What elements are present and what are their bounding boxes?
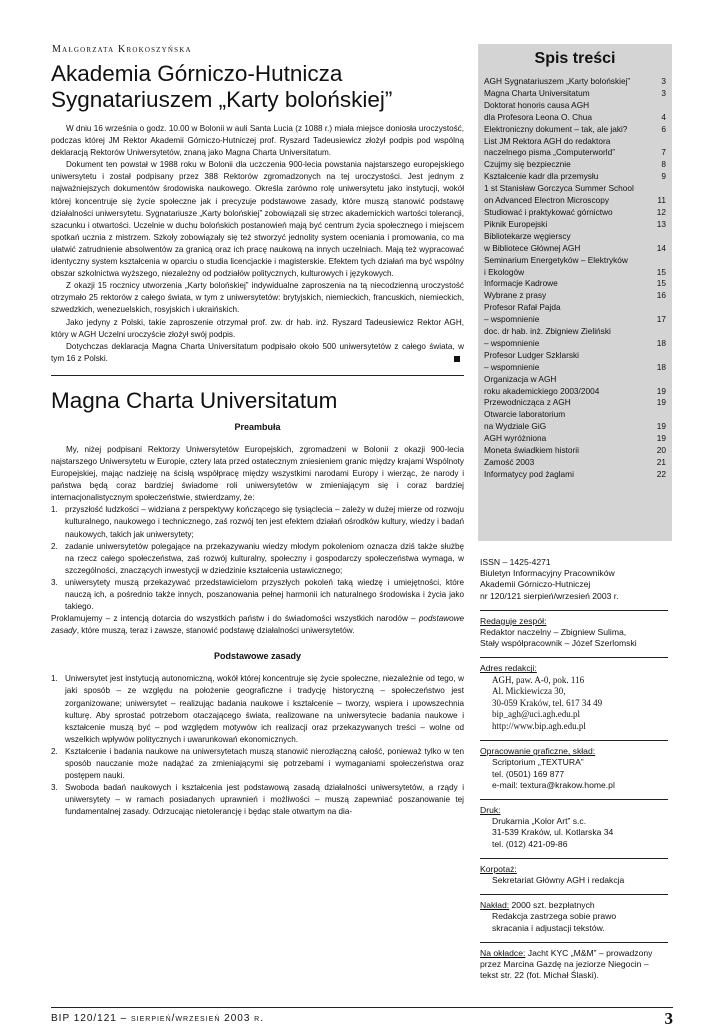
toc-item-title: Informacje Kadrowe (484, 278, 558, 289)
toc-item-title: i Ekologów (484, 266, 525, 277)
paragraph: W dniu 16 września o godz. 10.00 w Bolonii w auli Santa Lucia (z 1088 r.) miała miejsce doniosła uroczystość, podczas której JM Rektor Akademii Górniczo-Hutniczej prof. Ryszard Tadeusiewicz złożył podpis pod wspólną deklaracją Rektorów Uniwersytetów, znaną jako Magna Charta Universitatum. (51, 124, 464, 158)
list-number: 3. (51, 577, 58, 587)
toc-item (484, 147, 666, 159)
toc-item-title: Zamość 2003 (484, 457, 535, 467)
article-title-line1: Akademia Górniczo-Hutnicza (51, 61, 343, 86)
toc-item (484, 195, 666, 207)
imprint-divider (480, 799, 668, 800)
toc-item-title: w Bibliotece Głównej AGH (484, 242, 581, 253)
toc-item (484, 88, 666, 100)
toc-item (484, 267, 666, 279)
toc-item-page: 15 (656, 266, 666, 277)
bulletin-line: Akademii Górniczo-Hutniczej (480, 579, 591, 590)
list-number: 2. (51, 541, 58, 551)
list-text: Kształcenie i badania naukowe na uniwersytetach muszą stanowić nierozłączną całość, ponieważ tylko w ten sposób nauczanie może nadążać za zmieniającymi się potrzebami i wymaganiami społeczeństwa oraz postępem nauki. (65, 746, 464, 781)
toc-item-page (650, 183, 666, 195)
table-of-contents (478, 44, 672, 541)
toc-item (484, 338, 666, 350)
toc-item-title: Doktorat honoris causa AGH (484, 99, 590, 110)
address-website: http://www.bip.agh.edu.pl (492, 720, 586, 731)
toc-item-page: 22 (656, 468, 666, 479)
circulation (480, 900, 668, 911)
toc-item (484, 350, 666, 362)
toc-item-title: Informatycy pod żaglami (484, 468, 574, 479)
circulation-label: Nakład: (480, 900, 510, 911)
paragraph-last (51, 341, 464, 365)
list-text: uniwersytety muszą przekazywać przedstawicielom przyszłych pokoleń taką wiedzę i umiejętności, które nauczą ich, a pośrednio także innych, poszanowania pełnej harmonii ich naturalnego środowiska i życia jako takiego. (65, 577, 464, 612)
page-footer (51, 1007, 673, 1028)
proclamation-italic: podstawowe zasady (51, 614, 464, 636)
proof-label: Korpotaż: (480, 863, 517, 874)
toc-item (484, 374, 666, 386)
toc-item-title: Moneta świadkiem historii (484, 445, 579, 456)
toc-item-title: Seminarium Energetyków – Elektryków (484, 254, 628, 265)
address-email: bip_agh@uci.agh.edu.pl (492, 709, 581, 720)
toc-item-title: Czujmy się bezpiecznie (484, 159, 571, 170)
toc-item (484, 112, 666, 124)
toc-item (484, 362, 666, 374)
toc-item-page (650, 255, 666, 267)
proclamation (51, 613, 464, 637)
toc-item-page (650, 302, 666, 314)
toc-item (484, 219, 666, 231)
toc-item-page: 19 (656, 421, 666, 432)
toc-item-title: AGH wyróżniona (484, 433, 547, 444)
toc-item-page: 14 (656, 242, 666, 253)
sidebar (478, 44, 672, 981)
toc-item (484, 445, 666, 457)
footer-issue: BIP 120/121 – sierpień/wrzesień 2003 r. (51, 1013, 265, 1024)
toc-item (484, 171, 666, 183)
toc-item (484, 136, 666, 148)
toc-item (484, 314, 666, 326)
toc-item (484, 243, 666, 255)
section-divider (51, 375, 464, 376)
preamble-list (51, 504, 464, 613)
toc-item-page: 6 (661, 123, 666, 134)
paragraph-text: Dotychczas deklaracja Magna Charta Universitatum podpisało około 500 uniwersytetów z całego świata, w tym 16 z Polski. (51, 341, 464, 363)
toc-item-page (650, 409, 666, 421)
toc-item-page: 3 (661, 76, 666, 86)
toc-item (484, 421, 666, 433)
toc-item-page: 17 (656, 314, 666, 325)
toc-item-page: 13 (656, 218, 666, 229)
toc-item-page: 9 (661, 171, 666, 182)
toc-item (484, 231, 666, 243)
end-mark-square (454, 356, 460, 362)
toc-item-title: – wspomnienie (484, 314, 540, 325)
list-number: 3. (51, 783, 58, 793)
circulation-value: 2000 szt. bezpłatnych (511, 900, 595, 911)
imprint-divider (480, 610, 668, 611)
toc-item-title: Magna Charta Universitatum (484, 87, 590, 98)
toc-item-page: 19 (656, 397, 666, 408)
address-line: AGH, paw. A-0, pok. 116 (492, 674, 585, 685)
toc-title: Spis treści (534, 50, 616, 67)
toc-item-page (650, 374, 666, 386)
toc-item-page: 16 (656, 290, 666, 301)
toc-item-page: 21 (656, 457, 666, 467)
principles-list (51, 673, 464, 818)
paragraph: Dokument ten powstał w 1988 roku w Bolonii dla uczczenia 900-lecia powstania najstarszego europejskiego uniwersytetu i został podpisany przez 388 Rektorów zgromadzonych na tej uroczystości. Jest jednym z najważniejszych dokumentów środowiska naukowego. Określa zarówno rolę uniwersytetu jako instytucji, wokół której koncentruje się życie społeczne jak i precyzuje podstawowe zasady, które muszą stanowić podstawę działalności uniwersytetu. Sygnatariusze „Karty bolońskiej” zobowiązali się strzec akademickich wartości tolerancji, szacunku i otwartości. Uczelnie w duchu bolońskich postanowień mają być centrum życia społecznego i miejscem spotkań ucznia z mistrzem. Szkoły zobowiązały się też stworzyć jednolity system oceniania i promowania, co ma ułatwić zatrudnienie absolwentów za granicą oraz ich pracę naukową na innych uczelniach. Mają też wypracować identyczny system kształcenia w oparciu o studia licencjackie i magisterskie. Efektem tych działań ma być wspólny obszar szkolnictwa wyższego, niezależny od podziałów politycznych, kulturowych i językowych. (51, 160, 464, 279)
address-line: Al. Mickiewicza 30, (492, 686, 566, 697)
toc-item-page: 15 (656, 278, 666, 289)
list-text: przyszłość ludzkości – widziana z perspektywy kończącego się tysiąclecia – zależy w dużej mierze od rozwoju kulturalnego, naukowego i technicznego, zaś rozwój ten jest efektem działań ośrodków kultury, wiedzy i badań naukowych, takich jak uniwersytety; (65, 505, 464, 539)
proclamation-prefix: Proklamujemy – z intencją dotarcia do wszystkich państw i do świadomości wszystkich narodów – (51, 614, 419, 624)
graphics-label: Opracowanie graficzne, skład: (480, 746, 596, 757)
list-number: 2. (51, 746, 58, 756)
print-line: tel. (012) 421-09-86 (492, 838, 568, 849)
preamble-intro: My, niżej podpisani Rektorzy Uniwersytetów Europejskich, zgromadzeni w Bolonii z okazji 900-lecia najstarszego Uniwersytetu w Europie, cztery lata przed ostatecznym zniesieniem granic między krajami Wspólnoty Europejskiej, mając nadzieję na ścisłą współpracę między wszystkimi narodami Europy i wierząc, że narody i państwa będą coraz bardziej świadome roli uniwersytetów w zmieniającym się i coraz bardziej internacjonalistycznym społeczeństwie, stwierdzamy, że: (51, 444, 464, 503)
toc-item-title: doc. dr hab. inż. Zbigniew Zieliński (484, 326, 611, 337)
toc-item-title: na Wydziale GiG (484, 421, 547, 432)
imprint (478, 557, 672, 981)
toc-item (484, 409, 666, 421)
list-text: Swoboda badań naukowych i kształcenia jest podstawową zasadą działalności uniwersytetów, a rządy i uniwersytety – w ramach posiadanych uprawnień i możliwości – muszą zapewniać poszanowanie tej fundamentalnej zasady. Odrzucając nietolerancję i będąc stale otwartym na dia- (65, 783, 464, 817)
list-text: Uniwersytet jest instytucją autonomiczną, wokół której koncentruje się życie społeczne, niezależnie od tego, w jaki sposób – ze względu na położenie geograficzne i tradycję historyczną – społeczeństwo jest zorganizowane; uniwersytet – realizując badania naukowe i kształcenie – tworzy, wspiera i upowszechnia kulturę. Aby sprostać potrzebom otaczającego świata, realizowane na uniwersytecie badania naukowe i kształcenie muszą być – pod względem motywów ich realizacji oraz przekazywanych treści – wolne od wszelkich wpływów politycznych i uwarunkowań ekonomicznych. (65, 674, 464, 744)
toc-item-title: roku akademickiego 2003/2004 (484, 385, 600, 396)
list-text: zadanie uniwersytetów polegające na przekazywaniu wiedzy młodym pokoleniom oznacza dziś także służbę na rzecz całego społeczeństwa, zaś rozwój kulturalny, społeczny i gospodarczy społeczeństwa wymaga, w szczególności, znaczących inwestycji w dziedzinie kształcenia ustawicznego; (65, 541, 464, 575)
paragraph: Jako jedyny z Polski, takie zaproszenie otrzymał prof. zw. dr hab. inż. Ryszard Tadeusiewicz Rektor AGH, który w AGH Uczelni uroczyście złożył swój podpis. (51, 317, 464, 339)
toc-item-page (650, 350, 666, 362)
toc-item-title: – wspomnienie (484, 361, 540, 372)
list-item (51, 541, 464, 577)
principles-heading: Podstawowe zasady (213, 651, 302, 662)
toc-item (484, 290, 666, 302)
cover-note (480, 948, 668, 982)
team-line: Stały współpracownik – Józef Szerlomski (480, 638, 637, 649)
toc-item-page (650, 326, 666, 338)
issn: ISSN – 1425-4271 (480, 557, 551, 567)
circulation-line: skracania i adjustacji tekstów. (492, 922, 605, 933)
proclamation-suffix: , które muszą, teraz i zawsze, stanowić podstawę działalności uniwersytetów. (76, 626, 355, 636)
toc-item-title: AGH Sygnatariuszem „Karty bolońskiej” (484, 76, 631, 86)
graphics-line: tel. (0501) 169 877 (492, 768, 565, 779)
toc-item (484, 159, 666, 171)
list-item (51, 577, 464, 613)
toc-item-title: – wspomnienie (484, 337, 540, 348)
toc-item (484, 302, 666, 314)
article-title (51, 61, 464, 113)
circulation-line: Redakcja zastrzega sobie prawo (492, 911, 617, 922)
toc-item (484, 183, 666, 195)
toc-item-page: 7 (661, 147, 666, 158)
toc-item-page: 20 (656, 445, 666, 456)
toc-item-page: 19 (656, 433, 666, 444)
toc-item-page: 3 (661, 87, 666, 98)
toc-item-title: List JM Rektora AGH do redaktora (484, 135, 611, 146)
toc-item-title: Profesor Rafał Pajda (484, 302, 561, 313)
toc-item-page (650, 136, 666, 148)
toc-item-page: 18 (656, 361, 666, 372)
print-label: Druk: (480, 804, 501, 815)
proof-line: Sekretariat Główny AGH i redakcja (492, 874, 625, 885)
toc-item-title: Otwarcie laboratorium (484, 409, 566, 420)
toc-item-page: 8 (661, 159, 666, 170)
toc-item-title: Elektroniczny dokument – tak, ale jaki? (484, 123, 628, 134)
toc-item (484, 326, 666, 338)
imprint-divider (480, 894, 668, 895)
team-line: Redaktor naczelny – Zbigniew Sulima, (480, 627, 627, 638)
toc-item (484, 457, 666, 469)
list-number: 1. (51, 505, 58, 515)
preamble-heading: Preambuła (234, 421, 281, 432)
toc-item-page: 4 (661, 111, 666, 122)
address-line: 30-059 Kraków, tel. 617 34 49 (492, 697, 603, 708)
toc-item-title: Piknik Europejski (484, 218, 548, 229)
toc-item (484, 469, 666, 481)
toc-item-title: Bibliotekarze węgierscy (484, 230, 571, 241)
toc-item-page (650, 231, 666, 243)
page-number: 3 (664, 1009, 673, 1028)
article2-title: Magna Charta Universitatum (51, 387, 338, 413)
graphics-line: Scriptorium „TEXTURA” (492, 757, 584, 768)
toc-item-title: dla Profesora Leona O. Chua (484, 111, 592, 122)
toc-item (484, 255, 666, 267)
cover-text: Jacht KYC „M&M” – prowadzony przez Marcina Gazdę na jeziorze Niegocin – tekst str. 22 (fot. Michał Ślaski). (480, 947, 653, 981)
toc-list (484, 76, 666, 481)
imprint-divider (480, 942, 668, 943)
toc-item-page: 11 (657, 195, 666, 206)
address-label: Adres redakcji: (480, 663, 537, 674)
main-column (51, 44, 464, 819)
toc-item (484, 76, 666, 88)
print-line: Drukarnia „Kolor Art” s.c. (492, 816, 587, 827)
list-item (51, 504, 464, 540)
toc-item-title: Przewodnicząca z AGH (484, 397, 571, 408)
toc-item (484, 386, 666, 398)
toc-item (484, 433, 666, 445)
print-line: 31-539 Kraków, ul. Kotlarska 34 (492, 827, 614, 838)
toc-item-title: Studiować i praktykować górnictwo (484, 206, 613, 217)
toc-item-page: 18 (656, 337, 666, 348)
cover-label: Na okładce: (480, 947, 526, 958)
toc-item-title: Kształcenie kadr dla przemysłu (484, 171, 599, 182)
list-item (51, 746, 464, 782)
toc-item (484, 278, 666, 290)
imprint-divider (480, 740, 668, 741)
toc-item-page (650, 100, 666, 112)
toc-item-title: on Advanced Electron Microscopy (484, 195, 609, 206)
bulletin-line: nr 120/121 sierpień/wrzesień 2003 r. (480, 590, 619, 601)
bulletin-line: Biuletyn Informacyjny Pracowników (480, 568, 615, 579)
article-author: Małgorzata Krokoszyńska (52, 44, 192, 55)
toc-item-title: naczelnego pisma „Computerworld” (484, 147, 615, 158)
team-label: Redaguje zespół: (480, 615, 547, 626)
graphics-line: e-mail: textura@krakow.home.pl (492, 779, 615, 790)
list-number: 1. (51, 674, 58, 684)
imprint-divider (480, 657, 668, 658)
list-item (51, 673, 464, 746)
toc-item-title: Organizacja w AGH (484, 373, 557, 384)
toc-item-title: 1 st Stanisław Gorczyca Summer School (484, 183, 634, 194)
paragraph: Z okazji 15 rocznicy utworzenia „Karty bolońskiej” indywidualne zaproszenia na tą niecodzienną uroczystość otrzymało 25 rektorów z całego świata, w tym z uniwersytetów: brytyjskich, niemieckich, francuskich, niemieckich, szwedzkich, wenezuelskich, rosyjskich i ukraińskich. (51, 281, 464, 315)
toc-item (484, 100, 666, 112)
toc-item (484, 124, 666, 136)
toc-item-title: Profesor Ludger Szklarski (484, 349, 579, 360)
toc-item-page: 12 (656, 206, 666, 217)
toc-item-page: 19 (656, 385, 666, 396)
toc-item-title: Wybrane z prasy (484, 290, 547, 301)
list-item (51, 782, 464, 818)
article-title-line2: Sygnatariuszem „Karty bolońskiej” (51, 87, 393, 112)
imprint-divider (480, 858, 668, 859)
toc-item (484, 397, 666, 409)
toc-item (484, 207, 666, 219)
